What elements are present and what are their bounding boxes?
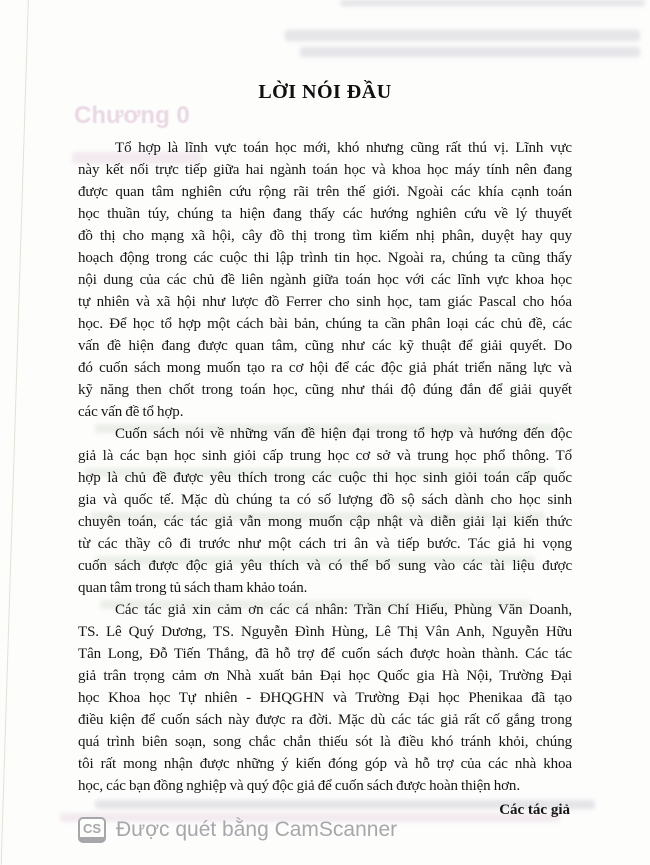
text-line: học, các bạn đồng nghiệp và quý độc giả để cuốn sách được hoàn thiện hơn. <box>78 778 520 794</box>
bleedthrough-smudge <box>340 0 645 6</box>
author-signature: Các tác giả <box>499 802 570 818</box>
text-line: TS. Lê Quý Dương, TS. Nguyễn Đình Hùng, Lê Thị Vân Anh, Nguyễn Hữu <box>78 624 572 640</box>
camscanner-watermark-text: Được quét bằng CamScanner <box>116 818 398 841</box>
text-block <box>78 80 572 821</box>
text-line: học. Để học tổ hợp một cách bài bản, chúng ta cần phân loại các chủ đề, các <box>78 316 572 332</box>
text-line: quá trình biên soạn, song chắc chắn thiếu sót là điều khó tránh khỏi, chúng <box>78 734 572 750</box>
ghost-chapter-heading: Chương 0 <box>74 102 190 129</box>
page-edge-line <box>1 0 29 865</box>
text-line: hoạch động trong các cuộc thi lập trình tin học. Ngoài ra, chúng ta cũng thấy <box>78 250 572 266</box>
camscanner-watermark <box>78 817 397 843</box>
camscanner-icon: CS <box>78 817 106 843</box>
text-line: nội dung của các chủ đề liên ngành giữa toán học với các lĩnh vực khoa học <box>78 272 572 288</box>
bleedthrough-smudge <box>285 30 640 41</box>
text-line: Cuốn sách nói về những vấn đề hiện đại trong tổ hợp và hướng đến độc <box>115 426 572 442</box>
bleedthrough-smudge <box>300 47 640 57</box>
text-line: cuốn sách được độc giả yêu thích và có thể bổ sung vào các tài liệu được <box>78 558 572 574</box>
text-line: kỹ năng then chốt trong toán học, cũng như thái độ đúng đắn để giải quyết <box>78 382 572 398</box>
text-line: giả là các bạn học sinh giỏi cấp trung học cơ sở và trung học phổ thông. Tổ <box>78 448 572 464</box>
text-line: hợp là chủ đề được yêu thích trong các cuộc thi học sinh giỏi toán cấp quốc <box>78 470 572 486</box>
text-line: từ các thầy cô đi trước như một cách tri ân và tiếp bước. Tác giả hi vọng <box>78 536 572 552</box>
text-line: đó cuốn sách mong muốn tạo ra cơ hội để các độc giả phát triển năng lực và <box>78 360 572 376</box>
text-line: học Khoa học Tự nhiên - ĐHQGHN và Trường Đại học Phenikaa đã tạo <box>78 690 572 706</box>
text-line: đồ thị cho mạng xã hội, cây đồ thị trong tìm kiếm nhị phân, duyệt hay quy <box>78 228 572 244</box>
text-line: tự nhiên và xã hội như lược đồ Ferrer cho sinh học, tam giác Pascal cho hóa <box>78 294 572 310</box>
text-line: giả trân trọng cảm ơn Nhà xuất bản Đại học Quốc gia Hà Nội, Trường Đại <box>78 668 572 684</box>
text-line: Tân Long, Đỗ Tiến Thắng, đã hỗ trợ để cuốn sách được hoàn thành. Các tác <box>78 646 572 662</box>
text-line: Các tác giả xin cảm ơn các cá nhân: Trần Chí Hiếu, Phùng Văn Doanh, <box>115 602 572 618</box>
page-title: LỜI NÓI ĐẦU <box>258 81 392 103</box>
text-line: tôi rất mong nhận được những ý kiến đóng góp và hỗ trợ của các nhà khoa <box>78 756 572 772</box>
text-line: học thuần túy, chúng ta hiện đang thấy các hướng nghiên cứu về lý thuyết <box>78 206 572 222</box>
text-line: điều kiện để cuốn sách này được ra đời. Mặc dù các tác giả rất cố gắng trong <box>78 712 572 728</box>
text-line: này kết nối trực tiếp giữa hai ngành toán học và khoa học máy tính nên đang <box>78 162 572 178</box>
paragraphs <box>78 137 572 797</box>
text-line: được quan tâm nghiên cứu rộng rãi trên thế giới. Ngoài các khía cạnh toán <box>78 184 572 200</box>
text-line: vấn đề hiện đang được quan tâm, cũng như các kỹ thuật để giải quyết. Do <box>78 338 572 354</box>
text-line: quan tâm trong tủ sách tham khảo toán. <box>78 580 308 596</box>
text-line: các vấn đề tổ hợp. <box>78 404 184 420</box>
text-line: gia và quốc tế. Mặc dù chúng ta có số lượng đồ sộ sách dành cho học sinh <box>78 492 572 508</box>
text-line: chuyên toán, các tác giả vẫn mong muốn cập nhật và diễn giải lại kiến thức <box>78 514 572 530</box>
text-line: Tổ hợp là lĩnh vực toán học mới, khó nhưng cũng rất thú vị. Lĩnh vực <box>115 140 572 156</box>
